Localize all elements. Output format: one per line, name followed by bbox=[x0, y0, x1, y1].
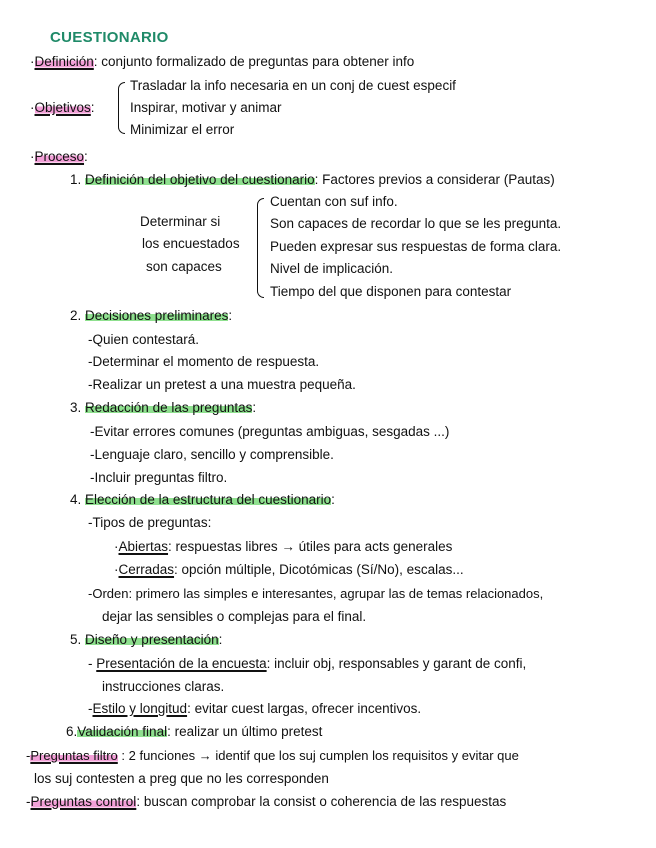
objetivo-item: Inspirar, motivar y animar bbox=[130, 100, 282, 115]
definicion-line: ·Definición: conjunto formalizado de preguntas para obtener info bbox=[30, 54, 415, 69]
capaces-item: Tiempo del que disponen para contestar bbox=[270, 284, 512, 299]
step-heading: Diseño y presentación bbox=[85, 632, 219, 647]
step-heading: Definición del objetivo del cuestionario bbox=[85, 172, 315, 187]
cerradas-line: ·Cerradas: opción múltiple, Dicotómicas (Sí/No), escalas... bbox=[114, 562, 464, 577]
filtro-label: Preguntas filtro bbox=[30, 748, 118, 763]
step-text: : realizar un último pretest bbox=[167, 724, 323, 739]
step-3: 3. Redacción de las preguntas: bbox=[70, 400, 257, 415]
step-6 bbox=[66, 723, 322, 741]
capaces-item: Cuentan con suf info. bbox=[270, 194, 398, 209]
list-item: -Incluir preguntas filtro. bbox=[90, 470, 228, 485]
estilo-line: -Estilo y longitud: evitar cuest largas, ofrecer incentivos. bbox=[88, 701, 422, 716]
filtro-line: -Preguntas filtro : 2 funciones → identif que los suj cumplen los requisitos y evitar que bbox=[26, 748, 519, 763]
abiertas-line: ·Abiertas: respuestas libres → útiles para acts generales bbox=[114, 539, 453, 554]
filtro-text: : 2 funciones → identif que los suj cumplen los requisitos y evitar que bbox=[117, 748, 519, 763]
list-item: -Determinar el momento de respuesta. bbox=[88, 354, 320, 369]
objetivos-label: Objetivos bbox=[34, 100, 91, 115]
objetivo-item: Minimizar el error bbox=[130, 122, 235, 137]
step-text: : Factores previos a considerar (Pautas) bbox=[314, 172, 555, 187]
list-item: -Lenguaje claro, sencillo y comprensible. bbox=[90, 447, 334, 462]
capaces-item: Nivel de implicación. bbox=[270, 261, 394, 276]
objetivos-line: ·Objetivos: bbox=[30, 100, 95, 115]
orden-line-cont: dejar las sensibles o complejas para el final. bbox=[102, 609, 367, 624]
brace-objetivos bbox=[118, 82, 125, 134]
step-number: 6. bbox=[66, 724, 78, 739]
capaces-item: Pueden expresar sus respuestas de forma clara. bbox=[270, 239, 562, 254]
step-5: 5. Diseño y presentación: bbox=[70, 632, 223, 647]
step-heading: Redacción de las preguntas bbox=[85, 400, 253, 415]
step-4: 4. Elección de la estructura del cuestionario: bbox=[70, 492, 335, 507]
cerradas-label: Cerradas bbox=[118, 562, 175, 577]
definicion-text: : conjunto formalizado de preguntas para obtener info bbox=[93, 54, 415, 69]
step-number: 5. bbox=[70, 632, 82, 647]
definicion-label: Definición bbox=[34, 54, 94, 69]
step-number: 4. bbox=[70, 492, 82, 507]
step-number: 2. bbox=[70, 308, 82, 323]
determinar-text: Determinar si bbox=[140, 214, 221, 229]
proceso-label: Proceso bbox=[34, 149, 85, 164]
presentacion-text: : incluir obj, responsables y garant de confi, bbox=[266, 656, 527, 671]
determinar-text: son capaces bbox=[146, 259, 222, 274]
brace-determinar bbox=[257, 198, 264, 298]
step-number: 1. bbox=[70, 172, 82, 187]
abiertas-text: : respuestas libres → útiles para acts generales bbox=[168, 539, 453, 554]
orden-line: -Orden: primero las simples e interesantes, agrupar las de temas relacionados, bbox=[88, 586, 544, 601]
page-title: CUESTIONARIO bbox=[50, 29, 169, 46]
control-line: -Preguntas control: buscan comprobar la consist o coherencia de las respuestas bbox=[26, 794, 507, 809]
capaces-item: Son capaces de recordar lo que se les pregunta. bbox=[270, 216, 562, 231]
presentacion-cont: instrucciones claras. bbox=[102, 679, 225, 694]
abiertas-label: Abiertas bbox=[118, 539, 169, 554]
determinar-text: los encuestados bbox=[142, 236, 240, 251]
estilo-text: : evitar cuest largas, ofrecer incentivos. bbox=[187, 701, 422, 716]
presentacion-label: Presentación de la encuesta bbox=[96, 656, 267, 671]
step-number: 3. bbox=[70, 400, 82, 415]
step-2: 2. Decisiones preliminares: bbox=[70, 308, 233, 323]
step-heading: Decisiones preliminares bbox=[85, 308, 229, 323]
step-heading: Validación final bbox=[77, 724, 168, 739]
tipos-preguntas: -Tipos de preguntas: bbox=[88, 515, 212, 530]
presentacion-line: - Presentación de la encuesta: incluir obj, responsables y garant de confi, bbox=[88, 656, 527, 671]
step-1 bbox=[70, 171, 555, 189]
proceso-line: ·Proceso: bbox=[30, 149, 88, 164]
objetivo-item: Trasladar la info necesaria en un conj de cuest especif bbox=[130, 78, 456, 93]
list-item: -Quien contestará. bbox=[88, 332, 200, 347]
filtro-cont: los suj contesten a preg que no les corresponden bbox=[34, 771, 329, 786]
cerradas-text: : opción múltiple, Dicotómicas (Sí/No), escalas... bbox=[174, 562, 464, 577]
list-item: -Realizar un pretest a una muestra pequeña. bbox=[88, 377, 356, 392]
estilo-label: Estilo y longitud bbox=[92, 701, 188, 716]
list-item: -Evitar errores comunes (preguntas ambiguas, sesgadas ...) bbox=[90, 424, 450, 439]
step-heading: Elección de la estructura del cuestionario bbox=[85, 492, 332, 507]
control-text: : buscan comprobar la consist o coherencia de las respuestas bbox=[136, 794, 507, 809]
control-label: Preguntas control bbox=[30, 794, 137, 809]
